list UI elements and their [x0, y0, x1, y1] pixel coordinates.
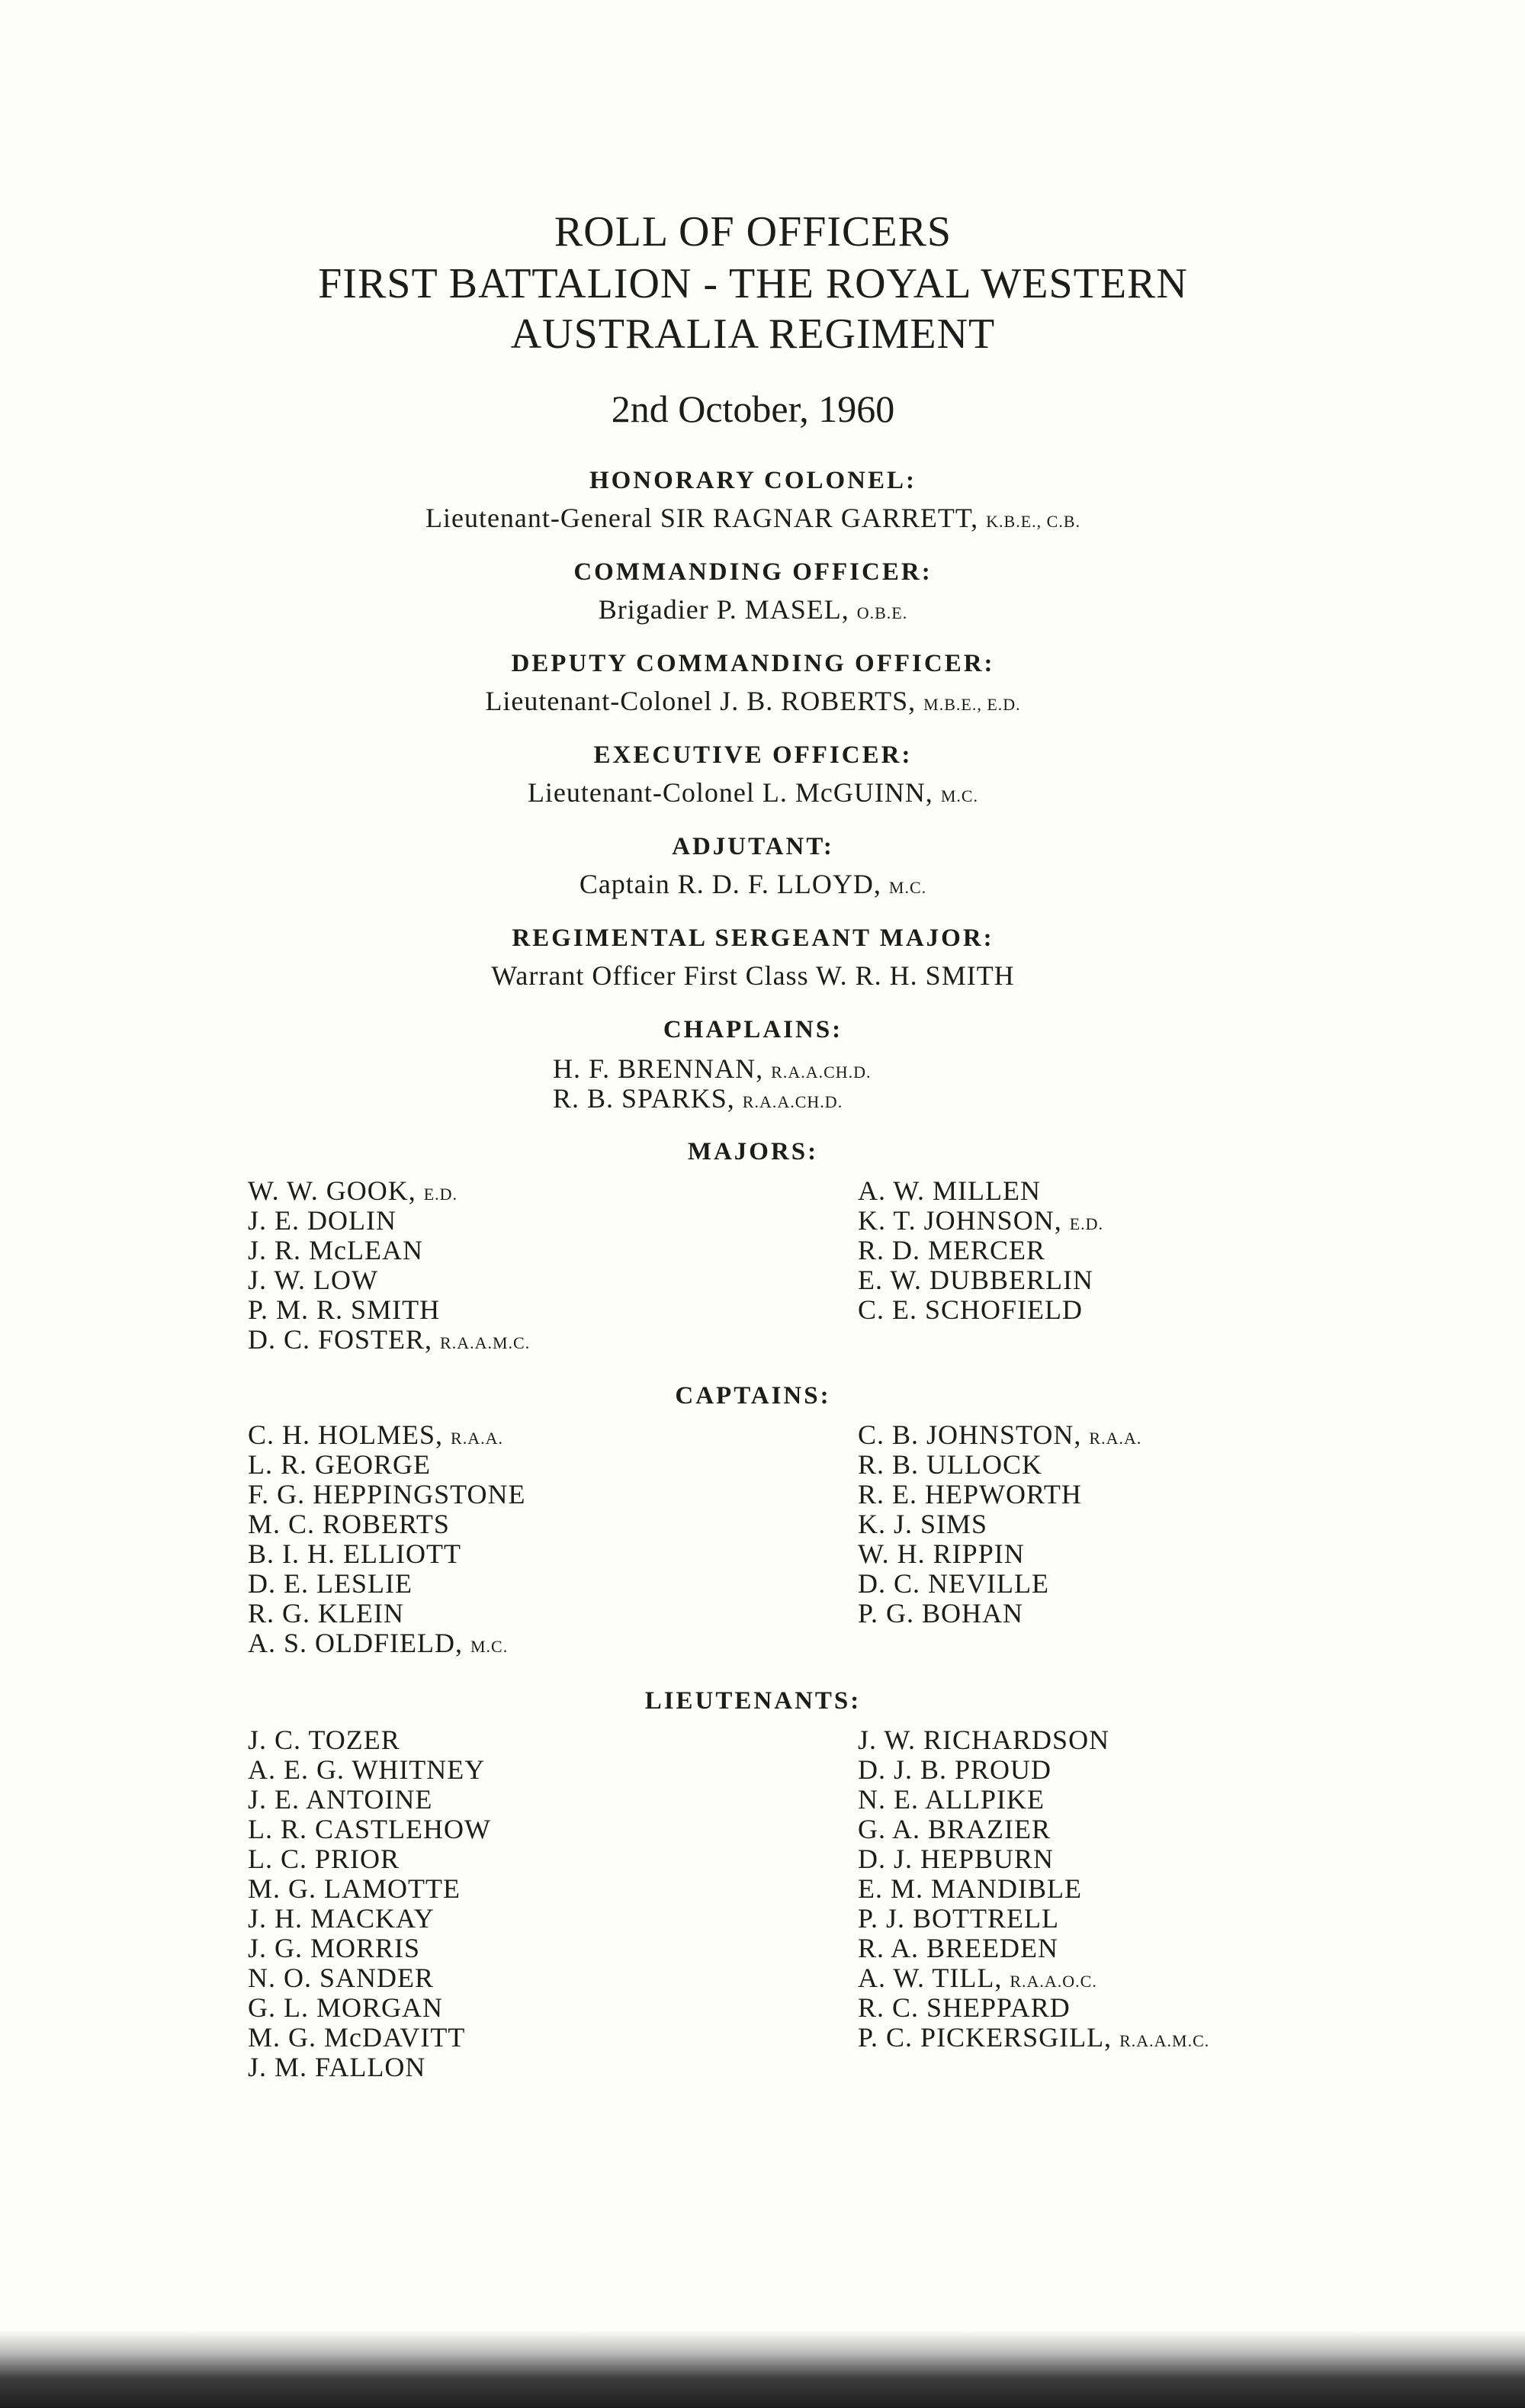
list-item — [858, 1599, 1141, 1628]
list-item — [858, 1934, 1209, 1963]
honorary-colonel-postnominal: K.B.E., C.B. — [986, 512, 1081, 531]
commanding-officer-entry — [0, 593, 1506, 625]
list-item — [248, 1265, 530, 1295]
commanding-officer-heading: COMMANDING OFFICER: — [573, 558, 933, 586]
adjutant-name: Captain R. D. F. LLOYD, — [579, 869, 881, 899]
officer-name: R. B. ULLOCK — [858, 1449, 1043, 1480]
officer-name: P. J. BOTTRELL — [858, 1903, 1060, 1934]
list-item — [248, 1725, 491, 1755]
list-item — [248, 1874, 491, 1904]
list-item — [248, 1993, 491, 2023]
officer-postnominal: E.D. — [1069, 1214, 1104, 1233]
list-item — [858, 1785, 1209, 1815]
majors-right-column — [858, 1176, 1103, 1325]
list-item — [858, 1725, 1209, 1755]
list-item — [248, 1815, 491, 1844]
officer-name: J. E. DOLIN — [248, 1205, 396, 1236]
officer-name: J. H. MACKAY — [248, 1903, 435, 1934]
lieutenants-left-column — [248, 1725, 491, 2082]
list-item — [248, 1844, 491, 1874]
officer-name: E. W. DUBBERLIN — [858, 1265, 1094, 1295]
list-item — [858, 1206, 1103, 1236]
deputy-commanding-officer-heading: DEPUTY COMMANDING OFFICER: — [511, 650, 995, 677]
chaplains-list — [553, 1054, 872, 1114]
officer-name: K. J. SIMS — [858, 1509, 988, 1539]
officer-name: D. J. B. PROUD — [858, 1754, 1052, 1785]
list-item — [248, 1599, 526, 1628]
list-item — [858, 1844, 1209, 1874]
list-item — [858, 1295, 1103, 1325]
list-item — [553, 1084, 872, 1114]
list-item — [248, 1450, 526, 1480]
officer-name: C. H. HOLMES, — [248, 1419, 444, 1450]
officer-name: K. T. JOHNSON, — [858, 1205, 1062, 1236]
officer-name: R. D. MERCER — [858, 1235, 1046, 1265]
officer-name: G. L. MORGAN — [248, 1992, 444, 2023]
chaplain-postnominal: R.A.A.CH.D. — [742, 1092, 843, 1111]
rsm-name: Warrant Officer First Class W. R. H. SMITH — [491, 960, 1015, 991]
list-item — [858, 1480, 1141, 1509]
officer-name: M. G. LAMOTTE — [248, 1873, 461, 1904]
list-item — [248, 1509, 526, 1539]
list-item — [248, 1539, 526, 1569]
list-item — [248, 1420, 526, 1450]
list-item — [248, 2053, 491, 2082]
deputy-commanding-officer-entry — [0, 685, 1506, 717]
captains-heading: CAPTAINS: — [675, 1382, 831, 1410]
officer-name: J. G. MORRIS — [248, 1933, 421, 1963]
list-item — [248, 1569, 526, 1599]
list-item — [248, 1904, 491, 1934]
commanding-officer-name: Brigadier P. MASEL, — [598, 594, 849, 625]
commanding-officer-postnominal: O.B.E. — [856, 603, 908, 622]
officer-name: A. W. TILL, — [858, 1963, 1003, 1993]
officer-name: M. G. McDAVITT — [248, 2022, 466, 2053]
list-item — [248, 1236, 530, 1265]
officer-name: D. J. HEPBURN — [858, 1844, 1055, 1874]
list-item — [553, 1054, 872, 1084]
lieutenants-heading: LIEUTENANTS: — [644, 1687, 862, 1715]
list-item — [248, 1755, 491, 1785]
officer-name: L. R. GEORGE — [248, 1449, 431, 1480]
officer-name: A. E. G. WHITNEY — [248, 1754, 486, 1785]
list-item — [248, 1480, 526, 1509]
officer-postnominal: R.A.A.O.C. — [1010, 1972, 1097, 1991]
officer-name: P. M. R. SMITH — [248, 1294, 441, 1325]
list-item — [858, 1963, 1209, 1993]
list-item — [858, 1420, 1141, 1450]
chaplain-postnominal: R.A.A.CH.D. — [771, 1063, 872, 1082]
majors-left-column — [248, 1176, 530, 1355]
officer-name: R. G. KLEIN — [248, 1598, 404, 1628]
rsm-heading: REGIMENTAL SERGEANT MAJOR: — [512, 924, 994, 952]
officer-name: J. R. McLEAN — [248, 1235, 423, 1265]
list-item — [248, 1934, 491, 1963]
honorary-colonel-entry — [0, 502, 1506, 534]
title-line-2: FIRST BATTALION - THE ROYAL WESTERN — [318, 260, 1188, 307]
captains-right-column — [858, 1420, 1141, 1628]
honorary-colonel-heading: HONORARY COLONEL: — [589, 467, 917, 494]
officer-name: F. G. HEPPINGSTONE — [248, 1479, 526, 1509]
list-item — [858, 1874, 1209, 1904]
executive-officer-name: Lieutenant-Colonel L. McGUINN, — [527, 777, 933, 808]
officer-name: L. C. PRIOR — [248, 1844, 400, 1874]
officer-name: D. C. FOSTER, — [248, 1324, 433, 1355]
officer-name: R. C. SHEPPARD — [858, 1992, 1071, 2023]
officer-name: N. E. ALLPIKE — [858, 1784, 1045, 1815]
officer-name: N. O. SANDER — [248, 1963, 435, 1993]
chaplains-heading: CHAPLAINS: — [663, 1016, 843, 1043]
list-item — [248, 2023, 491, 2053]
officer-name: A. W. MILLEN — [858, 1175, 1041, 1206]
list-item — [858, 1755, 1209, 1785]
officer-name: P. G. BOHAN — [858, 1598, 1024, 1628]
officer-name: E. M. MANDIBLE — [858, 1873, 1082, 1904]
list-item — [248, 1963, 491, 1993]
list-item — [858, 1265, 1103, 1295]
list-item — [858, 1236, 1103, 1265]
list-item — [858, 1993, 1209, 2023]
honorary-colonel-name: Lieutenant-General SIR RAGNAR GARRETT, — [425, 503, 979, 533]
title-line-1: ROLL OF OFFICERS — [554, 208, 952, 256]
officer-name: L. R. CASTLEHOW — [248, 1814, 491, 1844]
officer-name: J. W. LOW — [248, 1265, 378, 1295]
lieutenants-right-column — [858, 1725, 1209, 2053]
adjutant-postnominal: M.C. — [888, 878, 927, 897]
list-item — [858, 1569, 1141, 1599]
list-item — [858, 1904, 1209, 1934]
captains-left-column — [248, 1420, 526, 1658]
deputy-commanding-officer-postnominal: M.B.E., E.D. — [923, 695, 1021, 714]
list-item — [248, 1176, 530, 1206]
officer-name: P. C. PICKERSGILL, — [858, 2022, 1112, 2053]
officer-name: W. W. GOOK, — [248, 1175, 416, 1206]
officer-postnominal: R.A.A. — [1089, 1429, 1142, 1448]
list-item — [248, 1325, 530, 1355]
list-item — [248, 1785, 491, 1815]
page-edge-shadow — [0, 2330, 1525, 2408]
officer-name: J. M. FALLON — [248, 2052, 426, 2082]
officer-name: D. E. LESLIE — [248, 1568, 413, 1599]
list-item — [858, 1815, 1209, 1844]
executive-officer-entry — [0, 776, 1506, 809]
title-line-3: AUSTRALIA REGIMENT — [510, 310, 996, 358]
chaplain-name: R. B. SPARKS, — [553, 1083, 735, 1114]
officer-postnominal: R.A.A.M.C. — [1119, 2031, 1210, 2050]
officer-name: R. E. HEPWORTH — [858, 1479, 1082, 1509]
officer-name: C. E. SCHOFIELD — [858, 1294, 1084, 1325]
list-item — [858, 1539, 1141, 1569]
officer-name: C. B. JOHNSTON, — [858, 1419, 1082, 1450]
list-item — [248, 1628, 526, 1658]
adjutant-heading: ADJUTANT: — [672, 833, 834, 860]
officer-name: J. E. ANTOINE — [248, 1784, 433, 1815]
officer-postnominal: R.A.A. — [451, 1429, 503, 1448]
executive-officer-heading: EXECUTIVE OFFICER: — [593, 741, 913, 769]
officer-name: G. A. BRAZIER — [858, 1814, 1051, 1844]
officer-name: D. C. NEVILLE — [858, 1568, 1049, 1599]
officer-postnominal: M.C. — [470, 1637, 509, 1656]
list-item — [858, 1509, 1141, 1539]
officer-postnominal: R.A.A.M.C. — [440, 1333, 531, 1352]
roll-date: 2nd October, 1960 — [611, 387, 895, 430]
deputy-commanding-officer-name: Lieutenant-Colonel J. B. ROBERTS, — [485, 686, 917, 716]
list-item — [858, 2023, 1209, 2053]
list-item — [858, 1450, 1141, 1480]
officer-name: A. S. OLDFIELD, — [248, 1628, 463, 1658]
list-item — [248, 1295, 530, 1325]
officer-name: W. H. RIPPIN — [858, 1538, 1025, 1569]
officer-name: J. C. TOZER — [248, 1725, 400, 1755]
adjutant-entry — [0, 868, 1506, 900]
officer-postnominal: E.D. — [423, 1185, 458, 1204]
executive-officer-postnominal: M.C. — [940, 786, 979, 805]
list-item — [858, 1176, 1103, 1206]
majors-heading: MAJORS: — [687, 1138, 819, 1165]
chaplain-name: H. F. BRENNAN, — [553, 1053, 764, 1084]
officer-name: B. I. H. ELLIOTT — [248, 1538, 461, 1569]
officer-name: R. A. BREEDEN — [858, 1933, 1059, 1963]
officer-name: J. W. RICHARDSON — [858, 1725, 1110, 1755]
officer-name: M. C. ROBERTS — [248, 1509, 450, 1539]
list-item — [248, 1206, 530, 1236]
